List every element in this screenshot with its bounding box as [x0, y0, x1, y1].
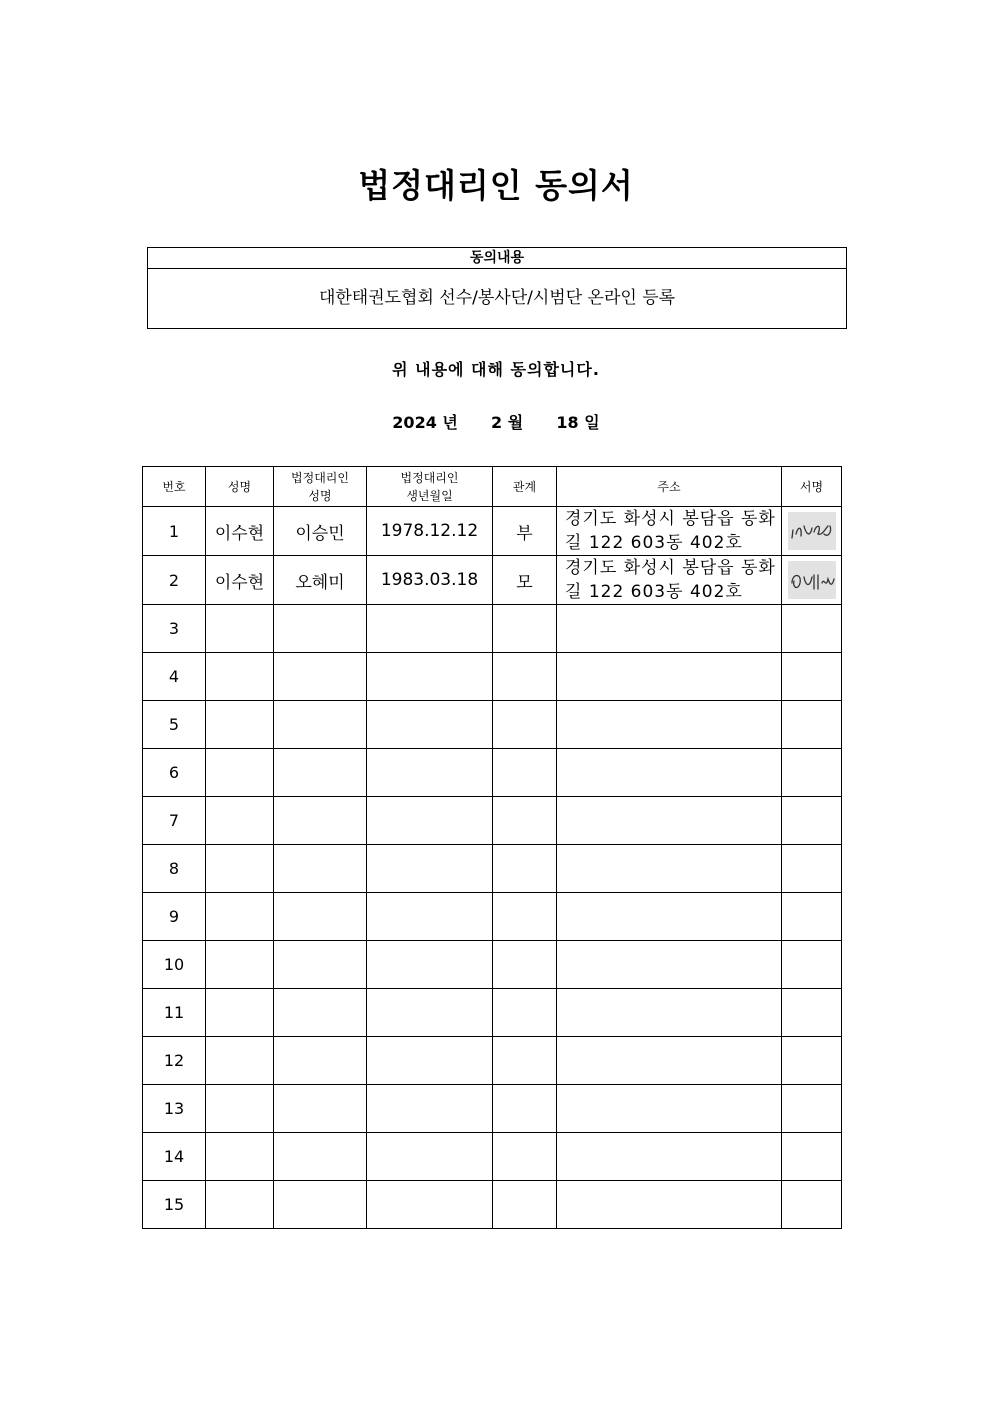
cell-name	[206, 893, 274, 941]
cell-birth	[367, 893, 493, 941]
cell-birth	[367, 845, 493, 893]
cell-signature	[782, 1037, 842, 1085]
signature-scribble-icon	[788, 561, 836, 599]
date-line	[0, 410, 992, 433]
cell-signature	[782, 797, 842, 845]
cell-rep-name	[274, 941, 367, 989]
cell-rep-name	[274, 1133, 367, 1181]
cell-address	[557, 1181, 782, 1229]
cell-no: 6	[143, 749, 206, 797]
cell-no: 10	[143, 941, 206, 989]
cell-address	[557, 653, 782, 701]
cell-signature	[782, 989, 842, 1037]
cell-rep-name	[274, 653, 367, 701]
cell-signature	[782, 507, 842, 556]
cell-no: 9	[143, 893, 206, 941]
cell-no: 15	[143, 1181, 206, 1229]
table-header-row	[143, 467, 842, 507]
cell-birth	[367, 1037, 493, 1085]
page-title: 법정대리인 동의서	[358, 166, 634, 205]
header-no: 번호	[143, 467, 206, 507]
cell-birth	[367, 989, 493, 1037]
cell-no: 1	[143, 507, 206, 556]
cell-relation	[493, 1037, 557, 1085]
cell-rep-name	[274, 701, 367, 749]
cell-address	[557, 749, 782, 797]
table-row	[143, 1037, 842, 1085]
cell-signature	[782, 653, 842, 701]
cell-relation: 모	[493, 556, 557, 605]
cell-name: 이수현	[206, 507, 274, 556]
cell-relation	[493, 701, 557, 749]
cell-rep-name	[274, 1181, 367, 1229]
cell-birth	[367, 797, 493, 845]
cell-birth	[367, 749, 493, 797]
cell-rep-name	[274, 797, 367, 845]
consent-content: 대한태권도협회 선수/봉사단/시범단 온라인 등록	[318, 288, 676, 308]
cell-name	[206, 1181, 274, 1229]
cell-relation	[493, 749, 557, 797]
table-row	[143, 701, 842, 749]
cell-signature	[782, 1085, 842, 1133]
cell-relation	[493, 941, 557, 989]
cell-no: 11	[143, 989, 206, 1037]
cell-address	[557, 701, 782, 749]
cell-relation	[493, 797, 557, 845]
cell-no: 5	[143, 701, 206, 749]
cell-address	[557, 556, 782, 605]
signature-scribble-icon	[788, 512, 836, 550]
cell-name	[206, 1037, 274, 1085]
address-line2: 길 122 603동 402호	[565, 533, 743, 553]
header-rep-name-line1: 법정대리인	[291, 470, 349, 485]
cell-address	[557, 893, 782, 941]
cell-signature	[782, 845, 842, 893]
cell-signature	[782, 701, 842, 749]
address-line2: 길 122 603동 402호	[565, 582, 743, 602]
cell-relation: 부	[493, 507, 557, 556]
cell-signature	[782, 605, 842, 653]
table-row	[143, 797, 842, 845]
cell-birth	[367, 1085, 493, 1133]
cell-signature	[782, 749, 842, 797]
cell-rep-name	[274, 749, 367, 797]
cell-name	[206, 845, 274, 893]
cell-no: 14	[143, 1133, 206, 1181]
cell-address	[557, 1085, 782, 1133]
cell-signature	[782, 1181, 842, 1229]
header-rep-name-line2: 성명	[308, 488, 332, 503]
cell-birth	[367, 1181, 493, 1229]
cell-relation	[493, 1085, 557, 1133]
address-line1: 경기도 화성시 봉담읍 동화	[565, 509, 776, 529]
table-row	[143, 1181, 842, 1229]
header-rep-birth-line2: 생년월일	[406, 488, 453, 503]
cell-no: 3	[143, 605, 206, 653]
cell-relation	[493, 653, 557, 701]
cell-name	[206, 1085, 274, 1133]
header-rep-birth	[367, 467, 493, 507]
cell-rep-name	[274, 845, 367, 893]
cell-relation	[493, 845, 557, 893]
cell-birth	[367, 701, 493, 749]
cell-rep-name: 오혜미	[274, 556, 367, 605]
header-rep-birth-line1: 법정대리인	[400, 470, 459, 485]
cell-relation	[493, 989, 557, 1037]
cell-rep-name: 이승민	[274, 507, 367, 556]
cell-rep-name	[274, 605, 367, 653]
cell-birth: 1978.12.12	[367, 507, 493, 556]
cell-no: 4	[143, 653, 206, 701]
cell-address	[557, 507, 782, 556]
table-row	[143, 507, 842, 556]
cell-address	[557, 845, 782, 893]
cell-signature	[782, 556, 842, 605]
table-row	[143, 845, 842, 893]
cell-name	[206, 989, 274, 1037]
date-month-unit: 월	[507, 413, 524, 432]
cell-name	[206, 941, 274, 989]
cell-birth	[367, 941, 493, 989]
header-name: 성명	[206, 467, 274, 507]
cell-address	[557, 1133, 782, 1181]
cell-signature	[782, 941, 842, 989]
consent-box	[147, 247, 847, 329]
cell-name	[206, 749, 274, 797]
cell-name	[206, 797, 274, 845]
signature-image	[788, 512, 836, 550]
table-row	[143, 893, 842, 941]
table-row	[143, 1085, 842, 1133]
cell-birth: 1983.03.18	[367, 556, 493, 605]
cell-relation	[493, 605, 557, 653]
cell-birth	[367, 653, 493, 701]
date-month: 2	[491, 413, 503, 432]
table-row	[143, 749, 842, 797]
cell-no: 7	[143, 797, 206, 845]
table-row	[143, 1133, 842, 1181]
cell-no: 12	[143, 1037, 206, 1085]
cell-rep-name	[274, 1037, 367, 1085]
consent-header: 동의내용	[148, 248, 846, 269]
header-relation: 관계	[493, 467, 557, 507]
cell-signature	[782, 893, 842, 941]
cell-address	[557, 989, 782, 1037]
table-row	[143, 605, 842, 653]
cell-name	[206, 605, 274, 653]
cell-no: 13	[143, 1085, 206, 1133]
cell-name: 이수현	[206, 556, 274, 605]
cell-rep-name	[274, 893, 367, 941]
cell-no: 2	[143, 556, 206, 605]
cell-signature	[782, 1133, 842, 1181]
date-day-unit: 일	[584, 413, 600, 432]
agree-statement: 위 내용에 대해 동의합니다.	[392, 360, 600, 379]
cell-name	[206, 701, 274, 749]
table-row	[143, 556, 842, 605]
cell-birth	[367, 1133, 493, 1181]
cell-birth	[367, 605, 493, 653]
cell-name	[206, 1133, 274, 1181]
cell-address	[557, 941, 782, 989]
cell-relation	[493, 1133, 557, 1181]
cell-no: 8	[143, 845, 206, 893]
cell-address	[557, 797, 782, 845]
cell-address	[557, 605, 782, 653]
date-year: 2024	[392, 413, 437, 432]
header-address: 주소	[557, 467, 782, 507]
header-signature: 서명	[782, 467, 842, 507]
date-year-unit: 년	[442, 413, 458, 432]
header-rep-name	[274, 467, 367, 507]
signature-image	[788, 561, 836, 599]
cell-address	[557, 1037, 782, 1085]
cell-relation	[493, 1181, 557, 1229]
table-row	[143, 941, 842, 989]
cell-name	[206, 653, 274, 701]
address-line1: 경기도 화성시 봉담읍 동화	[565, 558, 776, 578]
cell-rep-name	[274, 989, 367, 1037]
cell-rep-name	[274, 1085, 367, 1133]
cell-relation	[493, 893, 557, 941]
representative-table	[142, 466, 842, 1229]
table-row	[143, 653, 842, 701]
table-row	[143, 989, 842, 1037]
date-day: 18	[556, 413, 579, 432]
